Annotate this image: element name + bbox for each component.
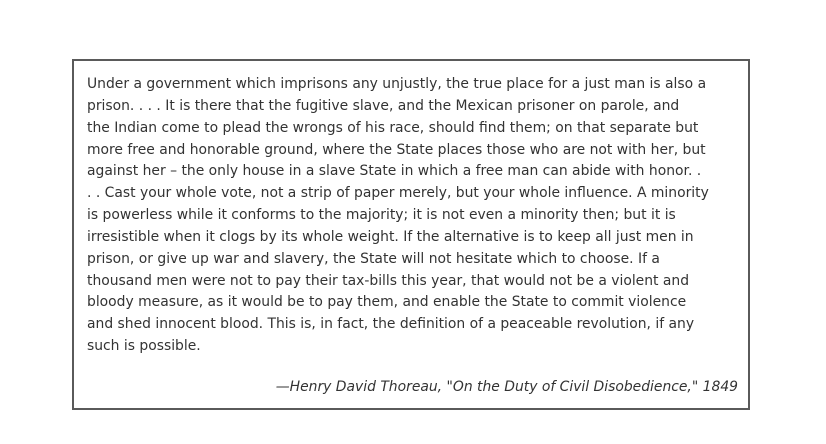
quote-line: irresistible when it clogs by its whole weight. If the alternative is to keep all just men in — [87, 228, 694, 245]
quote-line: such is possible. — [87, 338, 201, 355]
quote-line: prison, or give up war and slavery, the State will not hesitate which to choose. If a — [87, 250, 660, 267]
quote-line: prison. . . . It is there that the fugitive slave, and the Mexican prisoner on parole, and — [87, 97, 680, 114]
quote-line: the Indian come to plead the wrongs of his race, should find them; on that separate but — [87, 119, 699, 136]
quote-box — [72, 59, 750, 410]
quote-line: thousand men were not to pay their tax-bills this year, that would not be a violent and — [87, 272, 690, 289]
quote-line: against her – the only house in a slave State in which a free man can abide with honor. . — [87, 163, 702, 180]
quote-line: . . Cast your whole vote, not a strip of paper merely, but your whole influence. A minority — [87, 185, 709, 202]
quote-attribution: —Henry David Thoreau, "On the Duty of Civil Disobedience," 1849 — [275, 379, 738, 395]
quote-line: Under a government which imprisons any unjustly, the true place for a just man is also a — [87, 76, 707, 92]
quote-line: bloody measure, as it would be to pay them, and enable the State to commit violence — [87, 294, 687, 311]
quote-text — [87, 74, 735, 358]
quote-line: more free and honorable ground, where the State places those who are not with her, but — [87, 141, 706, 158]
quote-line: is powerless while it conforms to the majority; it is not even a minority then; but it is — [87, 207, 676, 224]
quote-line: and shed innocent blood. This is, in fact, the definition of a peaceable revolution, if any — [87, 316, 695, 333]
